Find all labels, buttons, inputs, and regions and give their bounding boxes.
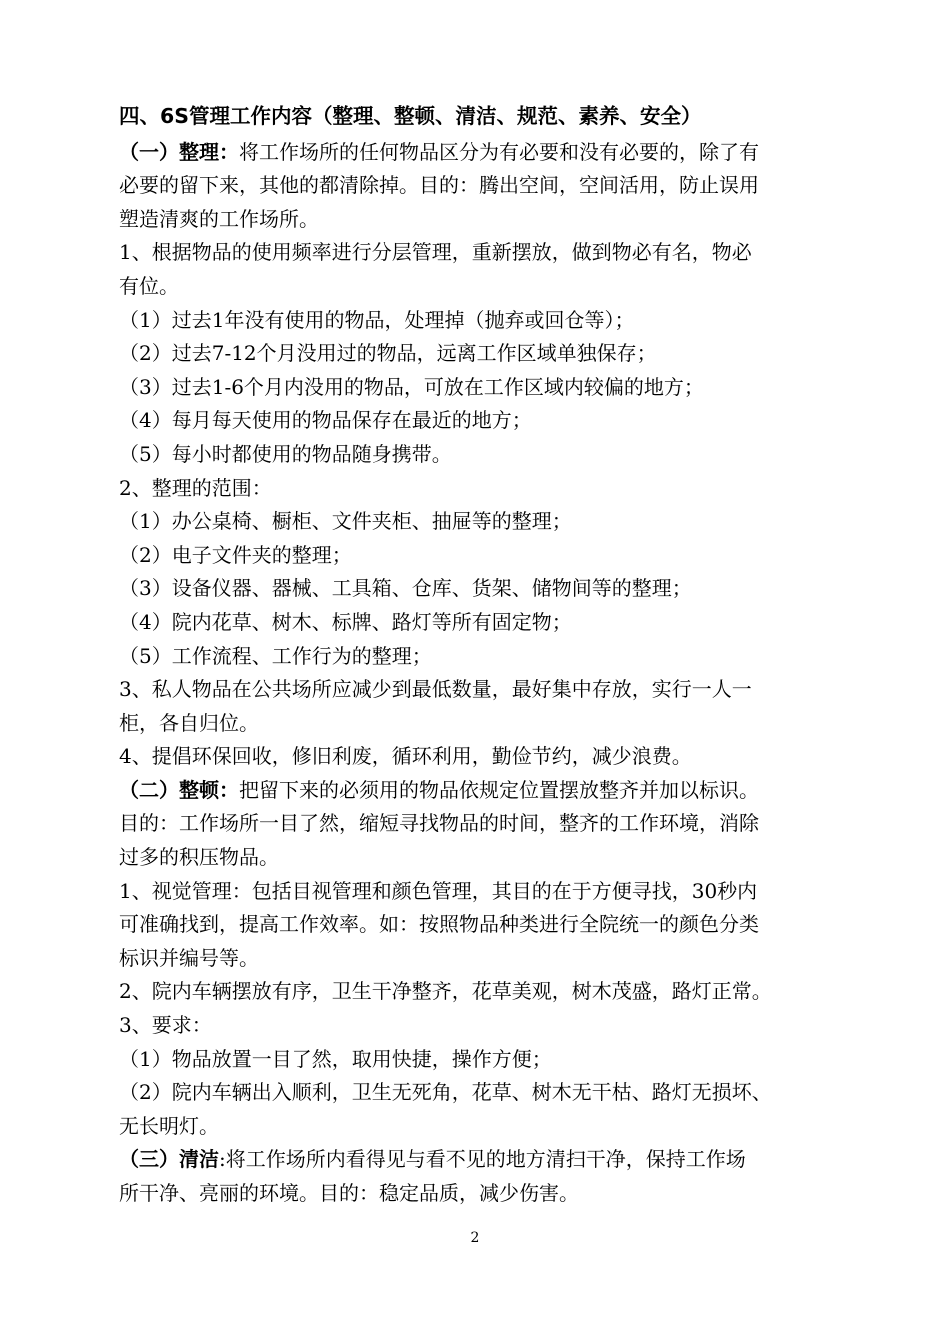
list-item: （4）院内花草、树木、标牌、路灯等所有固定物； <box>119 609 572 634</box>
section3-intro-line: 所干净、亮丽的环境。目的：稳定品质，减少伤害。 <box>119 1181 579 1205</box>
paragraph-line: 有位。 <box>119 273 179 298</box>
section2-text: 把留下来的必须用的物品依规定位置摆放整齐并加以标识。 <box>239 777 759 802</box>
list-item: （5）每小时都使用的物品随身携带。 <box>119 441 452 466</box>
list-item: （1）物品放置一目了然，取用快捷，操作方便； <box>119 1046 552 1071</box>
list-item: （2）过去7-12个月没用过的物品，远离工作区域单独保存； <box>119 341 657 366</box>
section1-intro-line: 塑造清爽的工作场所。 <box>119 206 319 231</box>
paragraph-line: 1、根据物品的使用频率进行分层管理，重新摆放，做到物必有名，物必 <box>119 240 752 265</box>
section2-intro-line: 过多的积压物品。 <box>119 845 279 870</box>
list-item: （1）过去1年没有使用的物品，处理掉（抛弃或回仓等）； <box>119 307 635 332</box>
list-item: （1）办公桌椅、橱柜、文件夹柜、抽屉等的整理； <box>119 509 572 534</box>
list-item: （5）工作流程、工作行为的整理； <box>119 643 432 668</box>
list-item: （3）过去1-6个月内没用的物品，可放在工作区域内较偏的地方； <box>119 374 704 399</box>
section2-intro-line: 目的：工作场所一目了然，缩短寻找物品的时间，整齐的工作环境，消除 <box>119 811 759 836</box>
paragraph-line: 3、要求： <box>119 1013 212 1038</box>
section-heading: 四、6S管理工作内容（整理、整顿、清洁、规范、素养、安全） <box>119 104 702 128</box>
section2-intro-line <box>119 774 844 808</box>
paragraph-line: 柜，各自归位。 <box>119 710 259 735</box>
section1-intro-line: 必要的留下来，其他的都清除掉。目的：腾出空间，空间活用，防止误用 <box>119 173 759 198</box>
section1-intro-line <box>119 136 844 170</box>
paragraph-line: 标识并编号等。 <box>119 945 259 970</box>
list-item: （2）院内车辆出入顺利，卫生无死角，花草、树木无干枯、路灯无损坏、 <box>119 1080 772 1105</box>
page-number: 2 <box>470 1230 480 1246</box>
paragraph-line: 3、私人物品在公共场所应减少到最低数量，最好集中存放，实行一人一 <box>119 677 752 702</box>
section3-intro-line <box>119 1143 844 1177</box>
section1-label: （一）整理： <box>119 139 239 164</box>
list-item: （4）每月每天使用的物品保存在最近的地方； <box>119 408 532 433</box>
list-item: （2）电子文件夹的整理； <box>119 542 352 567</box>
paragraph-line: 2、整理的范围： <box>119 475 272 500</box>
list-item: （3）设备仪器、器械、工具箱、仓库、货架、储物间等的整理； <box>119 576 692 601</box>
paragraph-line: 4、提倡环保回收，修旧利废，循环利用，勤俭节约，减少浪费。 <box>119 744 692 769</box>
paragraph-line: 2、院内车辆摆放有序，卫生干净整齐，花草美观，树木茂盛，路灯正常。 <box>119 979 772 1004</box>
section2-label: （二）整顿： <box>119 777 239 802</box>
paragraph-line: 1、视觉管理：包括目视管理和颜色管理，其目的在于方便寻找，30秒内 <box>119 878 758 903</box>
section3-label: （三）清洁 <box>119 1147 219 1172</box>
section1-text: 将工作场所的任何物品区分为有必要和没有必要的，除了有 <box>239 139 759 164</box>
document-page <box>119 100 844 1211</box>
paragraph-line: 无长明灯。 <box>119 1113 219 1138</box>
section3-text: :将工作场所内看得见与看不见的地方清扫干净，保持工作场 <box>219 1147 746 1172</box>
paragraph-line: 可准确找到，提高工作效率。如：按照物品种类进行全院统一的颜色分类 <box>119 912 759 937</box>
